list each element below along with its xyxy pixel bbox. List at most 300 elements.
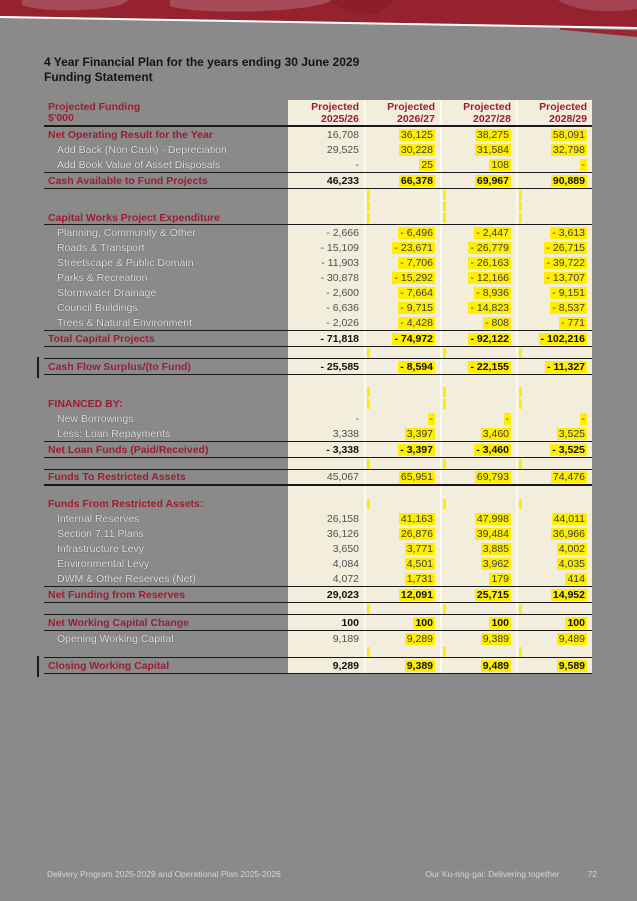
cell-value: 46,233: [326, 174, 359, 187]
value-cell: [288, 397, 364, 411]
value-cell: [516, 270, 592, 285]
cell-value: 26,876: [400, 527, 433, 540]
value-cell: [288, 556, 364, 571]
row-label: Streetscape & Public Domain: [57, 256, 194, 269]
value-cell: [288, 157, 364, 172]
value-cell: [516, 458, 592, 469]
cell-value: - 771: [561, 316, 585, 329]
value-cell: [364, 240, 440, 255]
highlight-tick: [443, 213, 446, 223]
cell-value: 65,951: [400, 471, 433, 483]
cell-value: 100: [341, 616, 359, 629]
cell-value: 4,035: [558, 557, 585, 570]
value-cell: [516, 497, 592, 511]
value-cell: [364, 347, 440, 358]
cell-value: - 9,151: [552, 286, 585, 299]
cell-value: 108: [491, 158, 509, 171]
value-cell: [440, 587, 516, 602]
cell-value: - 26,715: [546, 241, 585, 254]
value-cell: [288, 426, 364, 441]
highlight-tick: [519, 647, 522, 657]
spacer-row: [44, 458, 592, 469]
value-cell: [364, 603, 440, 614]
row-label: Closing Working Capital: [48, 659, 170, 672]
cell-value: 39,484: [476, 527, 509, 540]
spacer-row: [44, 375, 592, 386]
cell-value: - 2,447: [476, 226, 509, 239]
highlight-tick: [367, 399, 370, 409]
value-cell: [440, 375, 516, 386]
value-cell: [288, 497, 364, 511]
cell-value: -: [581, 158, 585, 171]
cell-value: - 7,664: [400, 286, 433, 299]
value-cell: [516, 300, 592, 315]
value-cell: [288, 615, 364, 630]
cell-value: - 8,537: [552, 301, 585, 314]
header-label-line1: Projected Funding: [48, 100, 141, 113]
value-cell: [516, 142, 592, 157]
value-cell: [288, 347, 364, 358]
row-label: FINANCED BY:: [48, 398, 123, 410]
value-cell: [364, 587, 440, 602]
value-cell: [516, 211, 592, 224]
value-cell: [364, 331, 440, 346]
row-label: Add Book Value of Asset Disposals: [57, 158, 221, 171]
cell-value: - 25,585: [320, 360, 359, 373]
table-row: [44, 657, 592, 674]
cell-value: 9,389: [406, 659, 433, 672]
spacer-row: [44, 347, 592, 358]
value-cell: [288, 470, 364, 484]
value-cell: [288, 511, 364, 526]
spacer-row: [44, 646, 592, 657]
row-label: Trees & Natural Environment: [57, 316, 192, 329]
table-row: [44, 426, 592, 441]
column-header-2025-26: Projected 2025/26: [288, 100, 364, 125]
row-label: Internal Reserves: [57, 512, 140, 525]
table-row: [44, 127, 592, 142]
cell-value: - 12,166: [470, 271, 509, 284]
value-cell: [516, 157, 592, 172]
value-cell: [364, 189, 440, 200]
value-cell: [440, 615, 516, 630]
value-cell: [288, 631, 364, 646]
margin-change-marker: [37, 357, 39, 378]
value-cell: [288, 603, 364, 614]
cell-value: 26,158: [326, 512, 359, 525]
value-cell: [364, 541, 440, 556]
highlight-tick: [367, 387, 370, 397]
cell-value: - 14,823: [470, 301, 509, 314]
spacer-row: [44, 486, 592, 497]
value-cell: [516, 526, 592, 541]
value-cell: [516, 225, 592, 240]
value-cell: [516, 556, 592, 571]
cell-value: 3,460: [482, 427, 509, 440]
value-cell: [364, 375, 440, 386]
value-cell: [364, 300, 440, 315]
cell-value: 36,126: [326, 527, 359, 540]
row-label: Capital Works Project Expenditure: [48, 211, 220, 224]
highlight-tick: [367, 604, 370, 614]
value-cell: [440, 173, 516, 188]
column-header-2028-29: Projected 2028/29: [516, 100, 592, 125]
value-cell: [516, 541, 592, 556]
value-cell: [440, 442, 516, 457]
value-cell: [364, 200, 440, 211]
value-cell: [516, 658, 592, 673]
cell-value: 44,011: [553, 512, 585, 525]
value-cell: [440, 200, 516, 211]
highlight-tick: [367, 499, 370, 509]
value-cell: [440, 458, 516, 469]
highlight-tick: [519, 201, 522, 211]
highlight-tick: [443, 604, 446, 614]
value-cell: [440, 285, 516, 300]
table-row: [44, 469, 592, 486]
value-cell: [440, 386, 516, 397]
cell-value: 4,072: [332, 572, 359, 585]
highlight-tick: [367, 213, 370, 223]
value-cell: [516, 603, 592, 614]
cell-value: 179: [491, 572, 509, 585]
cell-value: 3,885: [482, 542, 509, 555]
value-cell: [516, 470, 592, 484]
highlight-tick: [367, 190, 370, 200]
cell-value: - 2,666: [326, 226, 359, 239]
row-label: Cash Flow Surplus/(to Fund): [48, 360, 191, 373]
table-row: [44, 225, 592, 240]
cell-value: - 74,972: [394, 332, 433, 345]
highlight-tick: [519, 213, 522, 223]
value-cell: [516, 411, 592, 426]
value-cell: [288, 315, 364, 330]
value-cell: [440, 397, 516, 411]
cell-value: 4,084: [332, 557, 359, 570]
value-cell: [288, 458, 364, 469]
value-cell: [516, 486, 592, 497]
value-cell: [364, 426, 440, 441]
cell-value: 100: [567, 616, 585, 629]
cell-value: 36,966: [552, 527, 585, 540]
table-row: [44, 300, 592, 315]
value-cell: [364, 270, 440, 285]
table-row: [44, 315, 592, 330]
highlight-tick: [367, 647, 370, 657]
value-cell: [440, 470, 516, 484]
cell-value: 3,338: [332, 427, 359, 440]
table-row: [44, 240, 592, 255]
row-label: Planning, Community & Other: [57, 226, 196, 239]
table-header-row: [44, 100, 592, 127]
value-cell: [288, 270, 364, 285]
value-cell: [440, 359, 516, 374]
value-cell: [440, 300, 516, 315]
value-cell: [288, 658, 364, 673]
table-row: [44, 358, 592, 375]
table-row: [44, 142, 592, 157]
row-label: Stormwater Drainage: [57, 286, 157, 299]
column-header-2026-27: Projected 2026/27: [364, 100, 440, 125]
value-cell: [288, 587, 364, 602]
cell-value: 414: [567, 572, 585, 585]
highlight-tick: [443, 348, 446, 358]
value-cell: [516, 359, 592, 374]
margin-change-marker: [37, 656, 39, 677]
value-cell: [288, 300, 364, 315]
value-cell: [288, 285, 364, 300]
page-number: 72: [587, 869, 597, 879]
value-cell: [288, 211, 364, 224]
row-label: Net Working Capital Change: [48, 616, 189, 629]
highlight-tick: [519, 459, 522, 469]
row-label: Net Loan Funds (Paid/Received): [48, 443, 209, 456]
value-cell: [440, 315, 516, 330]
row-label: Funds To Restricted Assets: [48, 471, 186, 483]
cell-value: - 71,818: [320, 332, 359, 345]
value-cell: [440, 240, 516, 255]
column-header-2027-28: Projected 2027/28: [440, 100, 516, 125]
value-cell: [516, 426, 592, 441]
highlight-tick: [443, 201, 446, 211]
value-cell: [440, 486, 516, 497]
highlight-tick: [443, 190, 446, 200]
highlight-tick: [519, 387, 522, 397]
value-cell: [288, 225, 364, 240]
cell-value: - 808: [485, 316, 509, 329]
table-row: [44, 614, 592, 631]
highlight-tick: [519, 604, 522, 614]
cell-value: -: [355, 412, 359, 425]
value-cell: [288, 646, 364, 657]
cell-value: - 9,715: [400, 301, 433, 314]
value-cell: [516, 200, 592, 211]
table-row: [44, 285, 592, 300]
value-cell: [516, 240, 592, 255]
value-cell: [364, 470, 440, 484]
cell-value: 69,967: [476, 174, 509, 187]
value-cell: [440, 646, 516, 657]
row-label: Council Buildings: [57, 301, 138, 314]
value-cell: [440, 497, 516, 511]
value-cell: [516, 646, 592, 657]
value-cell: [364, 646, 440, 657]
cell-value: 9,489: [482, 659, 509, 672]
value-cell: [364, 615, 440, 630]
cell-value: 47,998: [476, 512, 509, 525]
value-cell: [288, 255, 364, 270]
table-row: [44, 541, 592, 556]
table-row: [44, 270, 592, 285]
value-cell: [440, 631, 516, 646]
page-title-line1: 4 Year Financial Plan for the years ending 30 June 2029: [44, 55, 360, 69]
value-cell: [288, 240, 364, 255]
table-row: [44, 586, 592, 603]
row-label: Total Capital Projects: [48, 332, 155, 345]
value-cell: [440, 189, 516, 200]
value-cell: [516, 442, 592, 457]
cell-value: - 2,600: [326, 286, 359, 299]
cell-value: 9,389: [482, 632, 509, 645]
highlight-tick: [443, 459, 446, 469]
cell-value: 31,584: [476, 143, 509, 156]
cell-value: 58,091: [552, 128, 585, 141]
value-cell: [440, 347, 516, 358]
value-cell: [288, 411, 364, 426]
cell-value: 3,650: [332, 542, 359, 555]
value-cell: [288, 526, 364, 541]
value-cell: [516, 587, 592, 602]
cell-value: - 15,109: [320, 241, 359, 254]
cell-value: 9,289: [406, 632, 433, 645]
table-row: [44, 556, 592, 571]
value-cell: [516, 386, 592, 397]
value-cell: [364, 458, 440, 469]
cell-value: 3,397: [406, 427, 433, 440]
table-row: [44, 526, 592, 541]
cell-value: - 23,671: [394, 241, 433, 254]
header-band-decoration: [0, 0, 637, 40]
value-cell: [364, 315, 440, 330]
value-cell: [516, 511, 592, 526]
value-cell: [440, 331, 516, 346]
cell-value: -: [429, 412, 433, 425]
row-label: Net Funding from Reserves: [48, 588, 186, 601]
table-row: [44, 255, 592, 270]
value-cell: [364, 397, 440, 411]
header-label-line2: $'000: [48, 112, 74, 124]
spacer-row: [44, 200, 592, 211]
row-label: Section 7.11 Plans: [57, 527, 144, 540]
value-cell: [364, 631, 440, 646]
cell-value: 100: [415, 616, 433, 629]
cell-value: - 7,706: [400, 256, 433, 269]
cell-value: 12,091: [400, 588, 433, 601]
cell-value: - 102,216: [540, 332, 585, 345]
row-label: Add Back (Non Cash) - Depreciation: [57, 143, 227, 156]
value-cell: [364, 526, 440, 541]
cell-value: - 15,292: [394, 271, 433, 284]
value-cell: [364, 211, 440, 224]
value-cell: [440, 526, 516, 541]
cell-value: 74,476: [552, 471, 585, 483]
value-cell: [440, 658, 516, 673]
header-label: [44, 101, 288, 125]
value-cell: [364, 486, 440, 497]
value-cell: [440, 211, 516, 224]
cell-value: - 3,613: [552, 226, 585, 239]
value-cell: [440, 541, 516, 556]
highlight-tick: [519, 348, 522, 358]
spacer-row: [44, 189, 592, 200]
row-label: Cash Available to Fund Projects: [48, 174, 208, 187]
value-cell: [364, 497, 440, 511]
value-cell: [288, 142, 364, 157]
cell-value: - 26,163: [470, 256, 509, 269]
cell-value: - 8,594: [400, 360, 433, 373]
highlight-tick: [443, 387, 446, 397]
value-cell: [440, 225, 516, 240]
table-row: [44, 511, 592, 526]
highlight-tick: [519, 399, 522, 409]
cell-value: - 92,122: [470, 332, 509, 345]
value-cell: [288, 386, 364, 397]
value-cell: [440, 157, 516, 172]
table-row: [44, 330, 592, 347]
value-cell: [364, 571, 440, 586]
page-footer: [47, 869, 597, 879]
cell-value: 3,525: [558, 427, 585, 440]
value-cell: [364, 658, 440, 673]
table-row: [44, 441, 592, 458]
cell-value: 3,962: [482, 557, 509, 570]
footer-left-text: Delivery Program 2025-2029 and Operational Plan 2025-2026: [47, 869, 281, 879]
value-cell: [364, 285, 440, 300]
value-cell: [440, 270, 516, 285]
cell-value: 66,378: [400, 174, 433, 187]
funding-statement-table: [44, 100, 592, 674]
value-cell: [288, 331, 364, 346]
row-label: New Borrowings: [57, 412, 134, 425]
value-cell: [288, 442, 364, 457]
value-cell: [288, 189, 364, 200]
cell-value: - 3,338: [326, 443, 359, 456]
cell-value: 14,952: [552, 588, 585, 601]
value-cell: [440, 571, 516, 586]
value-cell: [516, 173, 592, 188]
value-cell: [364, 386, 440, 397]
value-cell: [516, 189, 592, 200]
value-cell: [288, 173, 364, 188]
cell-value: 4,501: [406, 557, 433, 570]
cell-value: 9,289: [332, 659, 359, 672]
cell-value: - 3,460: [476, 443, 509, 456]
section-header-row: [44, 497, 592, 511]
row-label: Opening Working Capital: [57, 632, 174, 645]
value-cell: [288, 571, 364, 586]
row-label: Roads & Transport: [57, 241, 145, 254]
row-label: Parks & Recreation: [57, 271, 148, 284]
value-cell: [440, 411, 516, 426]
value-cell: [516, 615, 592, 630]
cell-value: 32,798: [552, 143, 585, 156]
cell-value: -: [505, 412, 509, 425]
value-cell: [288, 486, 364, 497]
cell-value: 29,525: [326, 143, 359, 156]
footer-right-text: Our Ku-ring-gai: Delivering together: [425, 869, 560, 879]
cell-value: 25: [421, 158, 433, 171]
cell-value: 100: [491, 616, 509, 629]
row-label: Infrastructure Levy: [57, 542, 144, 555]
cell-value: 9,489: [558, 632, 585, 645]
row-label: Net Operating Result for the Year: [48, 128, 213, 141]
value-cell: [364, 442, 440, 457]
table-row: [44, 157, 592, 172]
value-cell: [440, 255, 516, 270]
value-cell: [288, 359, 364, 374]
value-cell: [440, 511, 516, 526]
value-cell: [364, 359, 440, 374]
value-cell: [516, 631, 592, 646]
value-cell: [364, 157, 440, 172]
cell-value: - 3,525: [552, 443, 585, 456]
value-cell: [288, 541, 364, 556]
cell-value: 38,275: [476, 128, 509, 141]
value-cell: [288, 200, 364, 211]
cell-value: 30,228: [400, 143, 433, 156]
value-cell: [364, 173, 440, 188]
highlight-tick: [367, 201, 370, 211]
